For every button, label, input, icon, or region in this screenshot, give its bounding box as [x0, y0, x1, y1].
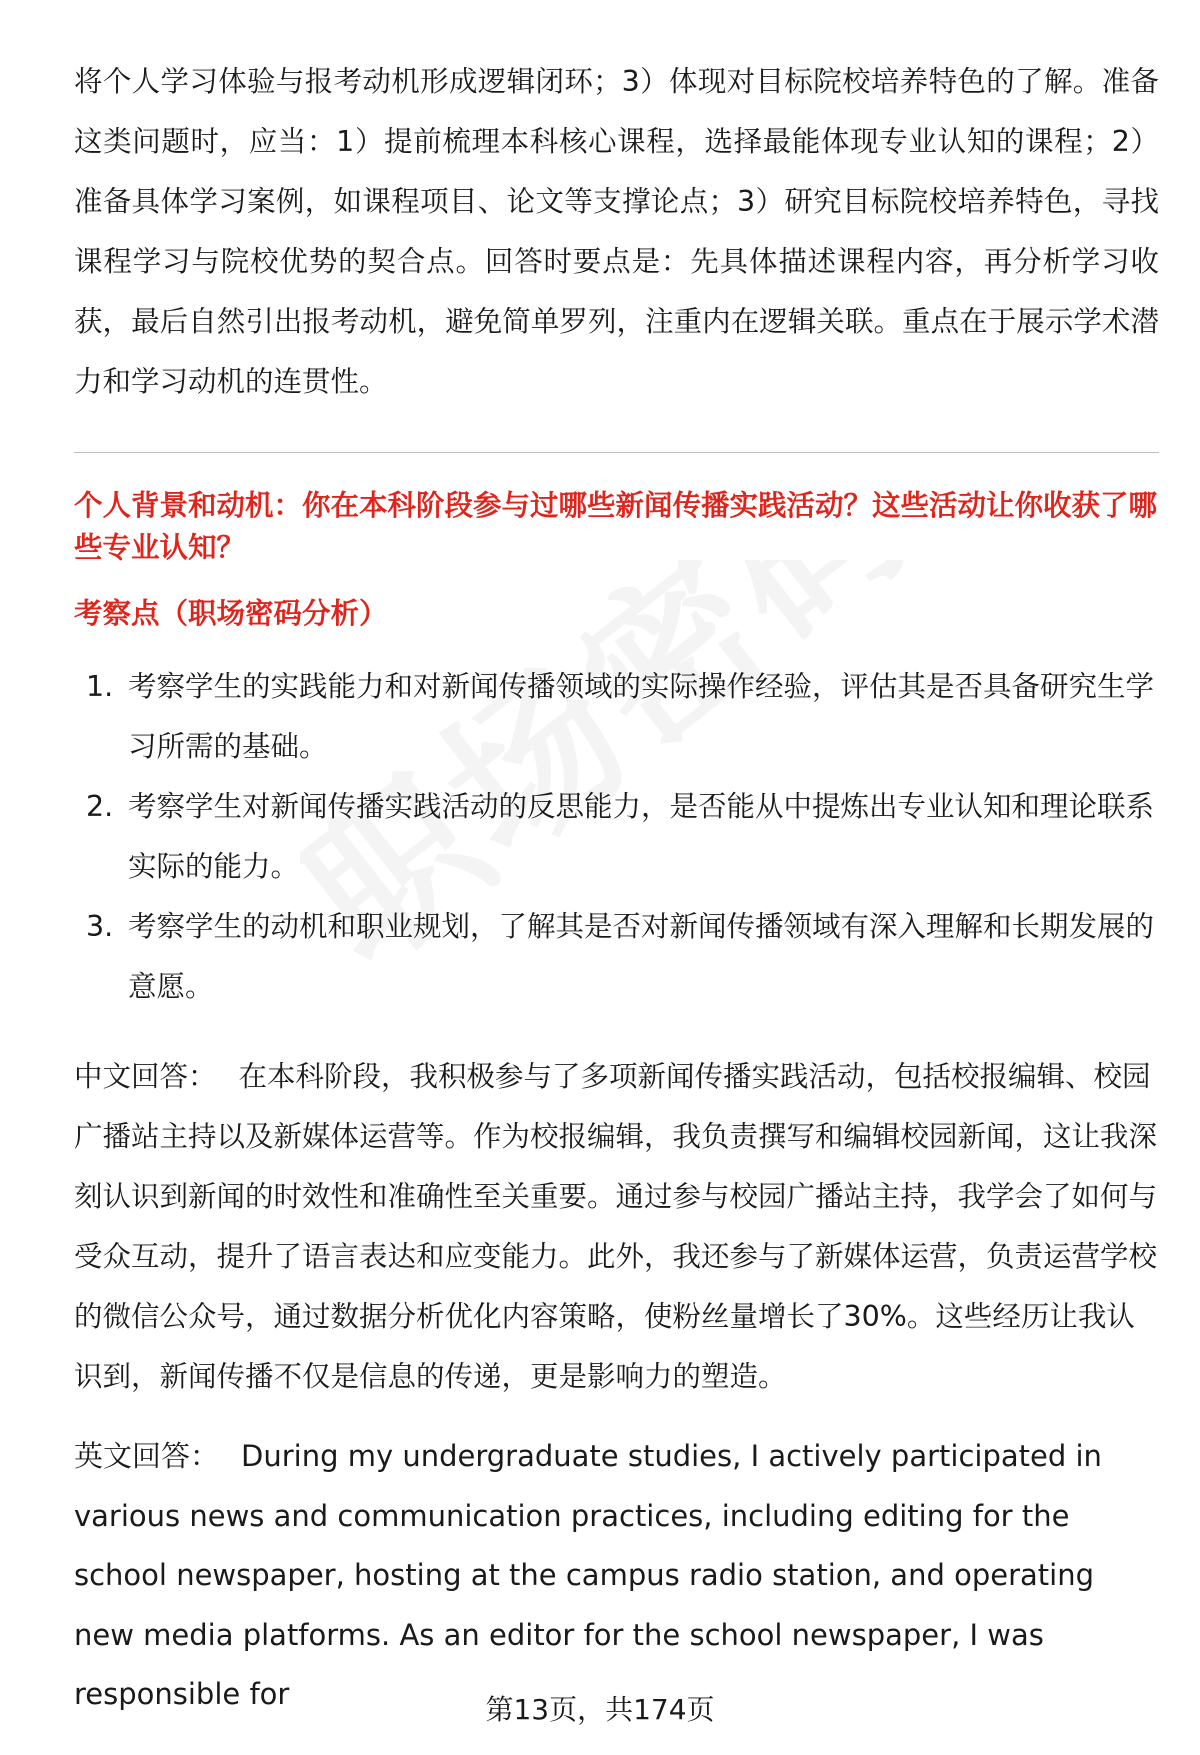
list-item-text: 考察学生对新闻传播实践活动的反思能力，是否能从中提炼出专业认知和理论联系实际的能力。 [128, 790, 1155, 883]
english-answer [74, 1427, 1159, 1725]
list-item-number: 2. [86, 790, 114, 823]
section-divider [74, 452, 1159, 453]
english-answer-text: During my undergraduate studies, I actively participated in various news and communication practices, including editing for the school newspaper, hosting at the campus radio station, and operating new media platforms. As an editor for the school newspaper, I was responsible for [74, 1439, 1102, 1711]
chinese-answer-text: 在本科阶段，我积极参与了多项新闻传播实践活动，包括校报编辑、校园广播站主持以及新媒体运营等。作为校报编辑，我负责撰写和编辑校园新闻，这让我深刻认识到新闻的时效性和准确性至关重要。通过参与校园广播站主持，我学会了如何与受众互动，提升了语言表达和应变能力。此外，我还参与了新媒体运营，负责运营学校的微信公众号，通过数据分析优化内容策略，使粉丝量增长了30%。这些经历让我认识到，新闻传播不仅是信息的传递，更是影响力的塑造。 [74, 1060, 1158, 1393]
chinese-answer [74, 1047, 1159, 1407]
list-item [74, 897, 1159, 1017]
intro-paragraph: 将个人学习体验与报考动机形成逻辑闭环；3）体现对目标院校培养特色的了解。准备这类问题时，应当：1）提前梳理本科核心课程，选择最能体现专业认知的课程；2）准备具体学习案例，如课程项目、论文等支撑论点；3）研究目标院校培养特色，寻找课程学习与院校优势的契合点。回答时要点是：先具体描述课程内容，再分析学习收获，最后自然引出报考动机，避免简单罗列，注重内在逻辑关联。重点在于展示学术潜力和学习动机的连贯性。 [74, 65, 1159, 398]
english-answer-label: 英文回答： [74, 1439, 220, 1473]
page-content [74, 52, 1159, 1725]
list-item [74, 777, 1159, 897]
list-item-text: 考察学生的动机和职业规划，了解其是否对新闻传播领域有深入理解和长期发展的意愿。 [128, 910, 1155, 1003]
list-item-number: 3. [86, 910, 114, 943]
list-item-text: 考察学生的实践能力和对新闻传播领域的实际操作经验，评估其是否具备研究生学习所需的基础。 [128, 670, 1155, 763]
assessment-subheading: 考察点（职场密码分析） [74, 597, 388, 630]
chinese-answer-label: 中文回答： [74, 1060, 217, 1093]
assessment-points-list [74, 657, 1159, 1017]
question-heading: 个人背景和动机：你在本科阶段参与过哪些新闻传播实践活动？这些活动让你收获了哪些专业认知？ [74, 489, 1158, 564]
list-item [74, 657, 1159, 777]
list-item-number: 1. [86, 670, 114, 703]
page-number-footer: 第13页，共174页 [485, 1693, 715, 1726]
